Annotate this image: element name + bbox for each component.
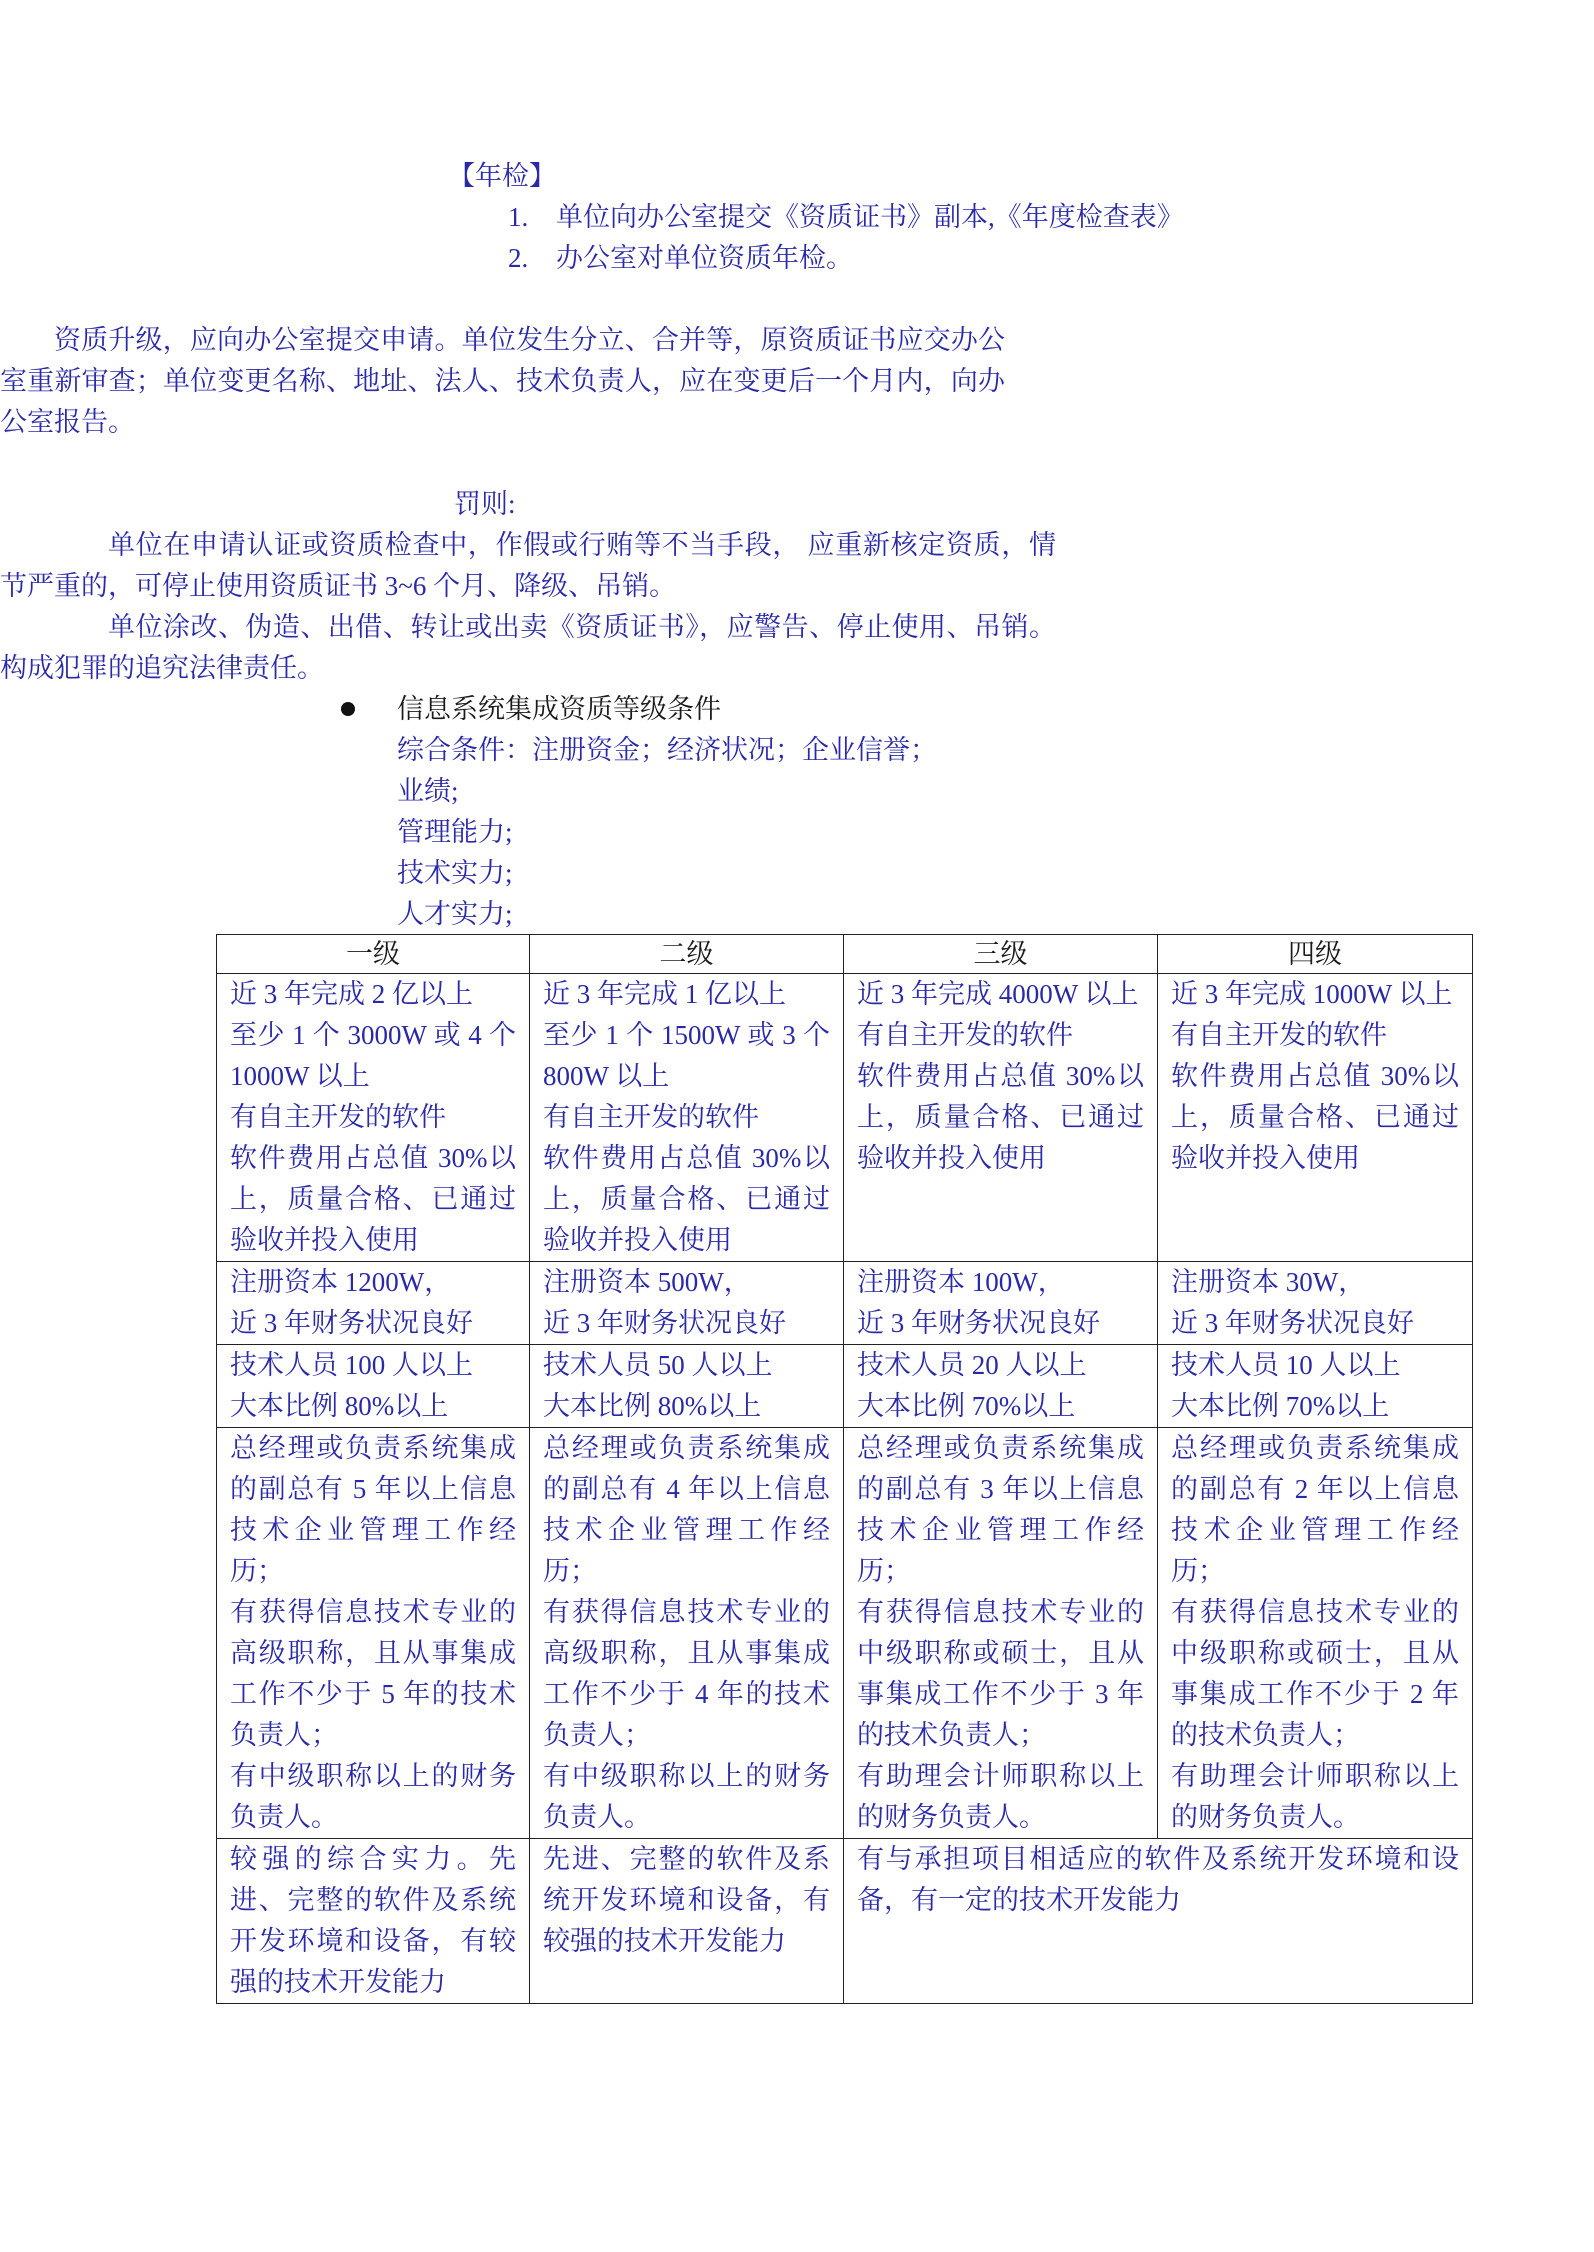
list-number: 1. (508, 202, 529, 232)
column-header-grade-1: 一级 (217, 935, 530, 974)
annual-check-heading (0, 156, 1594, 197)
table-cell-paragraph: 技术人员 10 人以上 (1171, 1350, 1401, 1380)
bullet-icon (341, 702, 355, 716)
column-header-grade-3: 三级 (844, 935, 1158, 974)
criteria-text: 管理能力; (397, 817, 513, 847)
table-cell-paragraph: 注册资本 500W， (543, 1267, 751, 1297)
blank-line (0, 443, 1594, 484)
table-cell (217, 1839, 530, 2004)
blank-line (0, 279, 1594, 320)
table-cell-paragraph: 注册资本 1200W， (230, 1267, 452, 1297)
criteria-line (0, 894, 1594, 935)
criteria-line (0, 730, 1594, 771)
criteria-text: 技术实力; (397, 858, 513, 888)
table-cell-paragraph: 近 3 年完成 1 亿以上 (543, 979, 786, 1009)
criteria-line (0, 812, 1594, 853)
table-cell-paragraph: 较强的综合实力。先进、完整的软件及系统开发环境和设备，有较强的技术开发能力 (230, 1844, 516, 1997)
table-cell-paragraph: 注册资本 30W， (1171, 1267, 1366, 1297)
table-cell (530, 1428, 844, 1839)
annual-check-heading-text: 【年检】 (448, 161, 556, 191)
table-cell-paragraph: 有自主开发的软件 (1171, 1020, 1387, 1050)
table-cell (217, 974, 530, 1262)
table-cell-paragraph: 有获得信息技术专业的中级职称或硕士，且从事集成工作不少于 3 年的技术负责人； (857, 1597, 1144, 1750)
table-cell-paragraph: 近 3 年财务状况良好 (230, 1308, 473, 1338)
table-cell (844, 1262, 1158, 1345)
table-cell-paragraph: 至少 1 个 1500W 或 3 个 800W 以上 (543, 1020, 830, 1091)
table-cell-paragraph: 总经理或负责系统集成的副总有 2 年以上信息技术企业管理工作经历； (1171, 1433, 1459, 1586)
table-row (217, 1428, 1473, 1839)
column-header-grade-4: 四级 (1158, 935, 1473, 974)
table-cell-paragraph: 有自主开发的软件 (857, 1020, 1073, 1050)
list-number: 2. (508, 243, 529, 273)
table-cell (530, 974, 844, 1262)
table-cell (217, 1428, 530, 1839)
table-cell (1158, 1428, 1473, 1839)
table-cell-paragraph: 技术人员 20 人以上 (857, 1350, 1087, 1380)
table-cell (217, 1345, 530, 1428)
integration-qualification-title (0, 689, 1594, 730)
table-cell-paragraph: 有获得信息技术专业的高级职称，且从事集成工作不少于 4 年的技术负责人； (543, 1597, 830, 1750)
table-cell-paragraph: 大本比例 70%以上 (1171, 1391, 1390, 1421)
table-cell-paragraph: 近 3 年财务状况良好 (543, 1308, 786, 1338)
table-cell-paragraph: 技术人员 100 人以上 (230, 1350, 473, 1380)
list-item-text: 单位向办公室提交《资质证书》副本,《年度检查表》 (556, 202, 1184, 232)
criteria-text: 综合条件：注册资金；经济状况；企业信誉； (397, 735, 937, 765)
criteria-line (0, 771, 1594, 812)
grade-requirements-table (216, 934, 1473, 2004)
table-cell-paragraph: 总经理或负责系统集成的副总有 4 年以上信息技术企业管理工作经历； (543, 1433, 830, 1586)
table-cell (530, 1345, 844, 1428)
document-body (0, 156, 1594, 935)
table-cell-paragraph: 至少 1 个 3000W 或 4 个 1000W 以上 (230, 1020, 516, 1091)
table-row (217, 1839, 1473, 2004)
table-cell (530, 1839, 844, 2004)
table-cell (1158, 1262, 1473, 1345)
penalty-heading (0, 484, 1594, 525)
annual-check-item (0, 197, 1594, 238)
table-cell (1158, 1345, 1473, 1428)
table-cell (1158, 974, 1473, 1262)
table-cell-paragraph: 软件费用占总值 30%以上，质量合格、已通过验收并投入使用 (857, 1061, 1144, 1173)
list-item-text: 办公室对单位资质年检。 (556, 243, 853, 273)
criteria-line (0, 853, 1594, 894)
table-cell-paragraph: 总经理或负责系统集成的副总有 5 年以上信息技术企业管理工作经历； (230, 1433, 516, 1586)
table-cell-paragraph: 总经理或负责系统集成的副总有 3 年以上信息技术企业管理工作经历； (857, 1433, 1144, 1586)
table-cell (217, 1262, 530, 1345)
penalty-paragraph: 单位涂改、伪造、出借、转让或出卖《资质证书》，应警告、停止使用、吊销。构成犯罪的追究法律责任。 (0, 612, 1056, 683)
table-cell-paragraph: 有获得信息技术专业的高级职称，且从事集成工作不少于 5 年的技术负责人； (230, 1597, 516, 1750)
table-cell-paragraph: 软件费用占总值 30%以上，质量合格、已通过验收并投入使用 (1171, 1061, 1459, 1173)
table-cell-paragraph: 有自主开发的软件 (230, 1102, 446, 1132)
table-cell (844, 1345, 1158, 1428)
table-cell-paragraph: 软件费用占总值 30%以上，质量合格、已通过验收并投入使用 (543, 1143, 830, 1255)
table-cell-paragraph: 大本比例 80%以上 (230, 1391, 449, 1421)
annual-check-item (0, 238, 1594, 279)
table-cell-paragraph: 大本比例 70%以上 (857, 1391, 1076, 1421)
penalty-paragraph: 单位在申请认证或资质检查中，作假或行贿等不当手段， 应重新核定资质，情节严重的，可停止使用资质证书 3~6 个月、降级、吊销。 (0, 530, 1056, 601)
table-row (217, 1262, 1473, 1345)
criteria-text: 业绩; (397, 776, 459, 806)
table-cell (844, 974, 1158, 1262)
table-row (217, 1345, 1473, 1428)
criteria-text: 人才实力; (397, 899, 513, 929)
table-cell-paragraph: 有获得信息技术专业的中级职称或硕士，且从事集成工作不少于 2 年的技术负责人； (1171, 1597, 1459, 1750)
table-cell-paragraph: 软件费用占总值 30%以上，质量合格、已通过验收并投入使用 (230, 1143, 516, 1255)
table-cell-paragraph: 近 3 年完成 4000W 以上 (857, 979, 1139, 1009)
table-cell-paragraph: 有助理会计师职称以上的财务负责人。 (1171, 1761, 1459, 1832)
table-cell-paragraph: 近 3 年完成 1000W 以上 (1171, 979, 1453, 1009)
table-cell-paragraph: 技术人员 50 人以上 (543, 1350, 773, 1380)
table-cell-paragraph: 近 3 年财务状况良好 (1171, 1308, 1414, 1338)
table-cell-paragraph: 有自主开发的软件 (543, 1102, 759, 1132)
table-cell-paragraph: 大本比例 80%以上 (543, 1391, 762, 1421)
upgrade-notice-paragraph: 资质升级，应向办公室提交申请。单位发生分立、合并等，原资质证书应交办公室重新审查；单位变更名称、地址、法人、技术负责人，应在变更后一个月内，向办公室报告。 (0, 325, 1005, 437)
table-cell-paragraph: 注册资本 100W， (857, 1267, 1065, 1297)
table-row (217, 974, 1473, 1262)
column-header-grade-2: 二级 (530, 935, 844, 974)
table-cell-paragraph: 有与承担项目相适应的软件及系统开发环境和设备，有一定的技术开发能力 (857, 1844, 1459, 1915)
table-cell-paragraph: 先进、完整的软件及系统开发环境和设备，有较强的技术开发能力 (543, 1844, 830, 1956)
table-cell-merged (844, 1839, 1473, 2004)
penalty-heading-text: 罚则: (454, 489, 516, 519)
table-cell (844, 1428, 1158, 1839)
table-cell-paragraph: 有中级职称以上的财务负责人。 (230, 1761, 516, 1832)
section-title: 信息系统集成资质等级条件 (397, 694, 721, 724)
table-cell-paragraph: 有中级职称以上的财务负责人。 (543, 1761, 830, 1832)
table-cell-paragraph: 近 3 年完成 2 亿以上 (230, 979, 473, 1009)
table-cell (530, 1262, 844, 1345)
table-cell-paragraph: 有助理会计师职称以上的财务负责人。 (857, 1761, 1144, 1832)
table-header-row (217, 935, 1473, 974)
table-cell-paragraph: 近 3 年财务状况良好 (857, 1308, 1100, 1338)
